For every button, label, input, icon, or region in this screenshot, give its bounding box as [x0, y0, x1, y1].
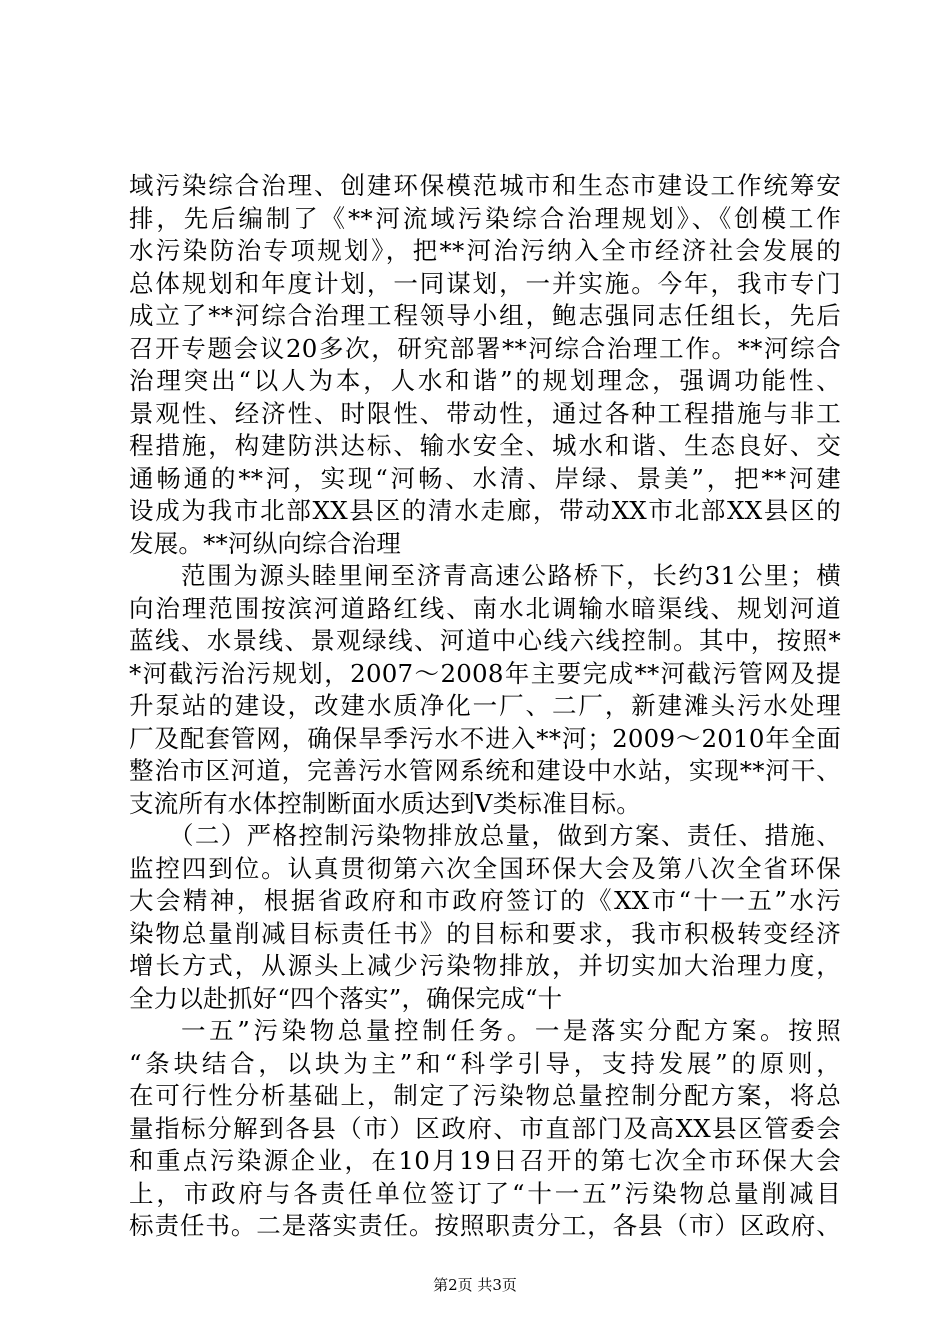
page-footer: 第2页 共3页 — [433, 1276, 517, 1294]
text-line: 增长方式，从源头上减少污染物排放，并切实加大治理力度， — [129, 951, 841, 980]
body-text — [129, 170, 841, 1243]
text-line: 整治市区河道，完善污水管网系统和建设中水站，实现**河干、 — [129, 756, 841, 785]
text-line: 厂及配套管网，确保旱季污水不进入**河；2009～2010年全面 — [129, 723, 841, 753]
text-line: 染物总量削减目标责任书》的目标和要求，我市积极转变经济 — [129, 918, 841, 948]
text-line: （二）严格控制污染物排放总量，做到方案、责任、措施、 — [169, 821, 841, 850]
text-line: 排，先后编制了《**河流域污染综合治理规划》、《创模工作 — [129, 203, 841, 233]
text-line: 蓝线、水景线、景观绿线、河道中心线六线控制。其中，按照* — [129, 626, 841, 655]
text-line: 设成为我市北部XX县区的清水走廊，带动XX市北部XX县区的 — [129, 496, 841, 525]
text-line: 升泵站的建设，改建水质净化一厂、二厂，新建滩头污水处理 — [129, 691, 841, 720]
text-line: 支流所有水体控制断面水质达到Ⅴ类标准目标。 — [129, 788, 641, 818]
text-line: 成立了**河综合治理工程领导小组，鲍志强同志任组长，先后 — [129, 301, 841, 330]
text-line: 水污染防治专项规划》，把**河治污纳入全市经济社会发展的 — [129, 236, 841, 265]
text-line: 召开专题会议20多次，研究部署**河综合治理工作。**河综合 — [129, 333, 841, 363]
text-line: 上，市政府与各责任单位签订了“十一五”污染物总量削减目 — [129, 1178, 841, 1208]
text-line: 治理突出“以人为本，人水和谐”的规划理念，强调功能性、 — [129, 366, 841, 395]
text-line: 范围为源头睦里闸至济青高速公路桥下，长约31公里；横 — [181, 561, 841, 590]
text-line: “条块结合，以块为主”和“科学引导，支持发展”的原则， — [129, 1048, 841, 1078]
text-line: 一五”污染物总量控制任务。一是落实分配方案。按照 — [181, 1016, 841, 1045]
text-line: 监控四到位。认真贯彻第六次全国环保大会及第八次全省环保 — [129, 853, 841, 883]
text-line: 在可行性分析基础上，制定了污染物总量控制分配方案，将总 — [129, 1081, 841, 1110]
text-line: *河截污治污规划，2007～2008年主要完成**河截污管网及提 — [129, 658, 841, 688]
text-line: 量指标分解到各县（市）区政府、市直部门及高XX县区管委会 — [129, 1113, 841, 1143]
text-line: 域污染综合治理、创建环保模范城市和生态市建设工作统筹安 — [129, 171, 841, 200]
text-line: 发展。**河纵向综合治理 — [129, 528, 401, 558]
text-line: 大会精神，根据省政府和市政府签订的《XX市“十一五”水污 — [129, 886, 841, 915]
text-line: 总体规划和年度计划，一同谋划，一并实施。今年，我市专门 — [129, 268, 841, 298]
text-line: 向治理范围按滨河道路红线、南水北调输水暗渠线、规划河道 — [129, 593, 841, 623]
text-line: 和重点污染源企业，在10月19日召开的第七次全市环保大会 — [129, 1146, 841, 1175]
text-line: 全力以赴抓好“四个落实”，确保完成“十 — [129, 983, 563, 1013]
text-line: 通畅通的**河，实现“河畅、水清、岸绿、景美”，把**河建 — [129, 463, 841, 493]
text-line: 标责任书。二是落实责任。按照职责分工，各县（市）区政府、 — [129, 1211, 841, 1240]
text-line: 程措施，构建防洪达标、输水安全、城水和谐、生态良好、交 — [129, 431, 841, 460]
text-line: 景观性、经济性、时限性、带动性，通过各种工程措施与非工 — [129, 398, 841, 428]
